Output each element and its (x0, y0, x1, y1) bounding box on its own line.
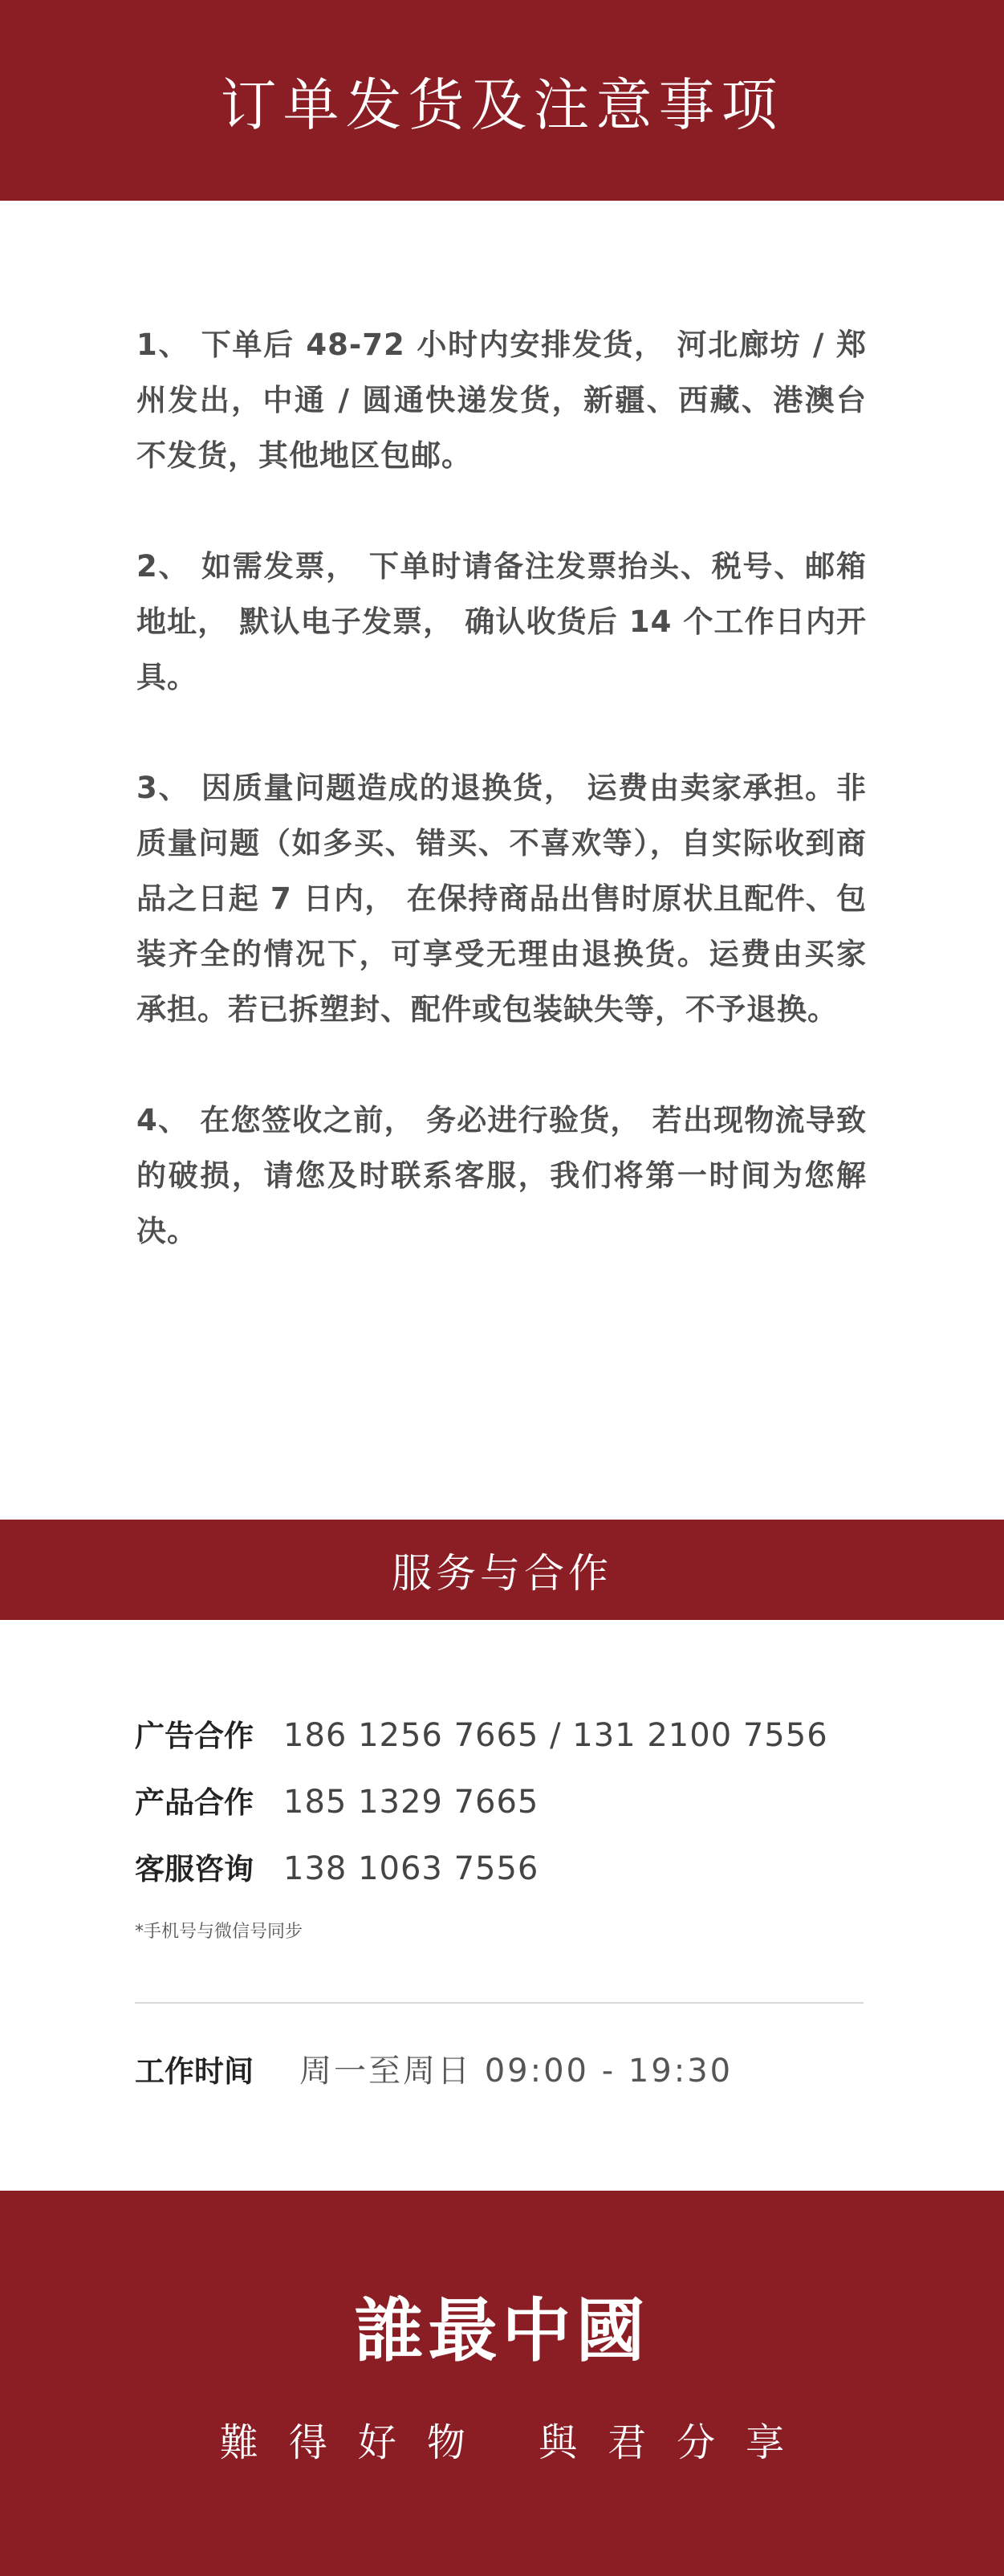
contact-row-support (135, 1845, 873, 1911)
notice-item-shipping: 1、 下单后 48-72 小时内安排发货， 河北廊坊 / 郑州发出，中通 / 圆通快递发货，新疆、西藏、港澳台不发货，其他地区包邮。 (136, 328, 867, 473)
wechat-note: *手机号与微信号同步 (135, 1922, 303, 1942)
hours-label: 工作时间 (135, 2054, 254, 2089)
contact-phone[interactable]: 186 1256 7665 / 131 2100 7556 (283, 1717, 828, 1754)
brand-logo: 誰最中國 (354, 2290, 650, 2371)
brand-slogan: 難得好物 與君分享 (219, 2420, 815, 2465)
working-hours (135, 2045, 733, 2091)
footer-banner (0, 2191, 1004, 2576)
notice-list (136, 317, 867, 1314)
page-title: 订单发货及注意事项 (220, 71, 784, 138)
divider (135, 2002, 864, 2004)
contact-phone[interactable]: 138 1063 7556 (283, 1850, 539, 1887)
notice-item-inspection: 4、 在您签收之前， 务必进行验货， 若出现物流导致的破损，请您及时联系客服，我们将第一时间为您解决。 (136, 1103, 867, 1248)
notice-item-returns: 3、 因质量问题造成的退换货， 运费由卖家承担。非质量问题（如多买、错买、不喜欢等），自实际收到商品之日起 7 日内， 在保持商品出售时原状且配件、包装齐全的情况下，可享受无理由退换货。运费由买家承担。若已拆塑封、配件或包装缺失等，不予退换。 (136, 771, 867, 1027)
contact-list (135, 1711, 873, 1943)
contact-phone[interactable]: 185 1329 7665 (283, 1784, 539, 1821)
header-banner (0, 0, 1004, 201)
contact-label: 产品合作 (135, 1785, 254, 1820)
service-banner (0, 1520, 1004, 1620)
contact-label: 广告合作 (135, 1719, 254, 1753)
notice-item-invoice: 2、 如需发票， 下单时请备注发票抬头、税号、邮箱地址， 默认电子发票， 确认收货后 14 个工作日内开具。 (136, 549, 867, 694)
hours-value: 周一至周日 09:00 - 19:30 (299, 2053, 734, 2090)
service-title: 服务与合作 (392, 1549, 612, 1597)
contact-label: 客服咨询 (135, 1852, 254, 1886)
contact-row-ads (135, 1711, 873, 1778)
contact-row-product (135, 1778, 873, 1845)
